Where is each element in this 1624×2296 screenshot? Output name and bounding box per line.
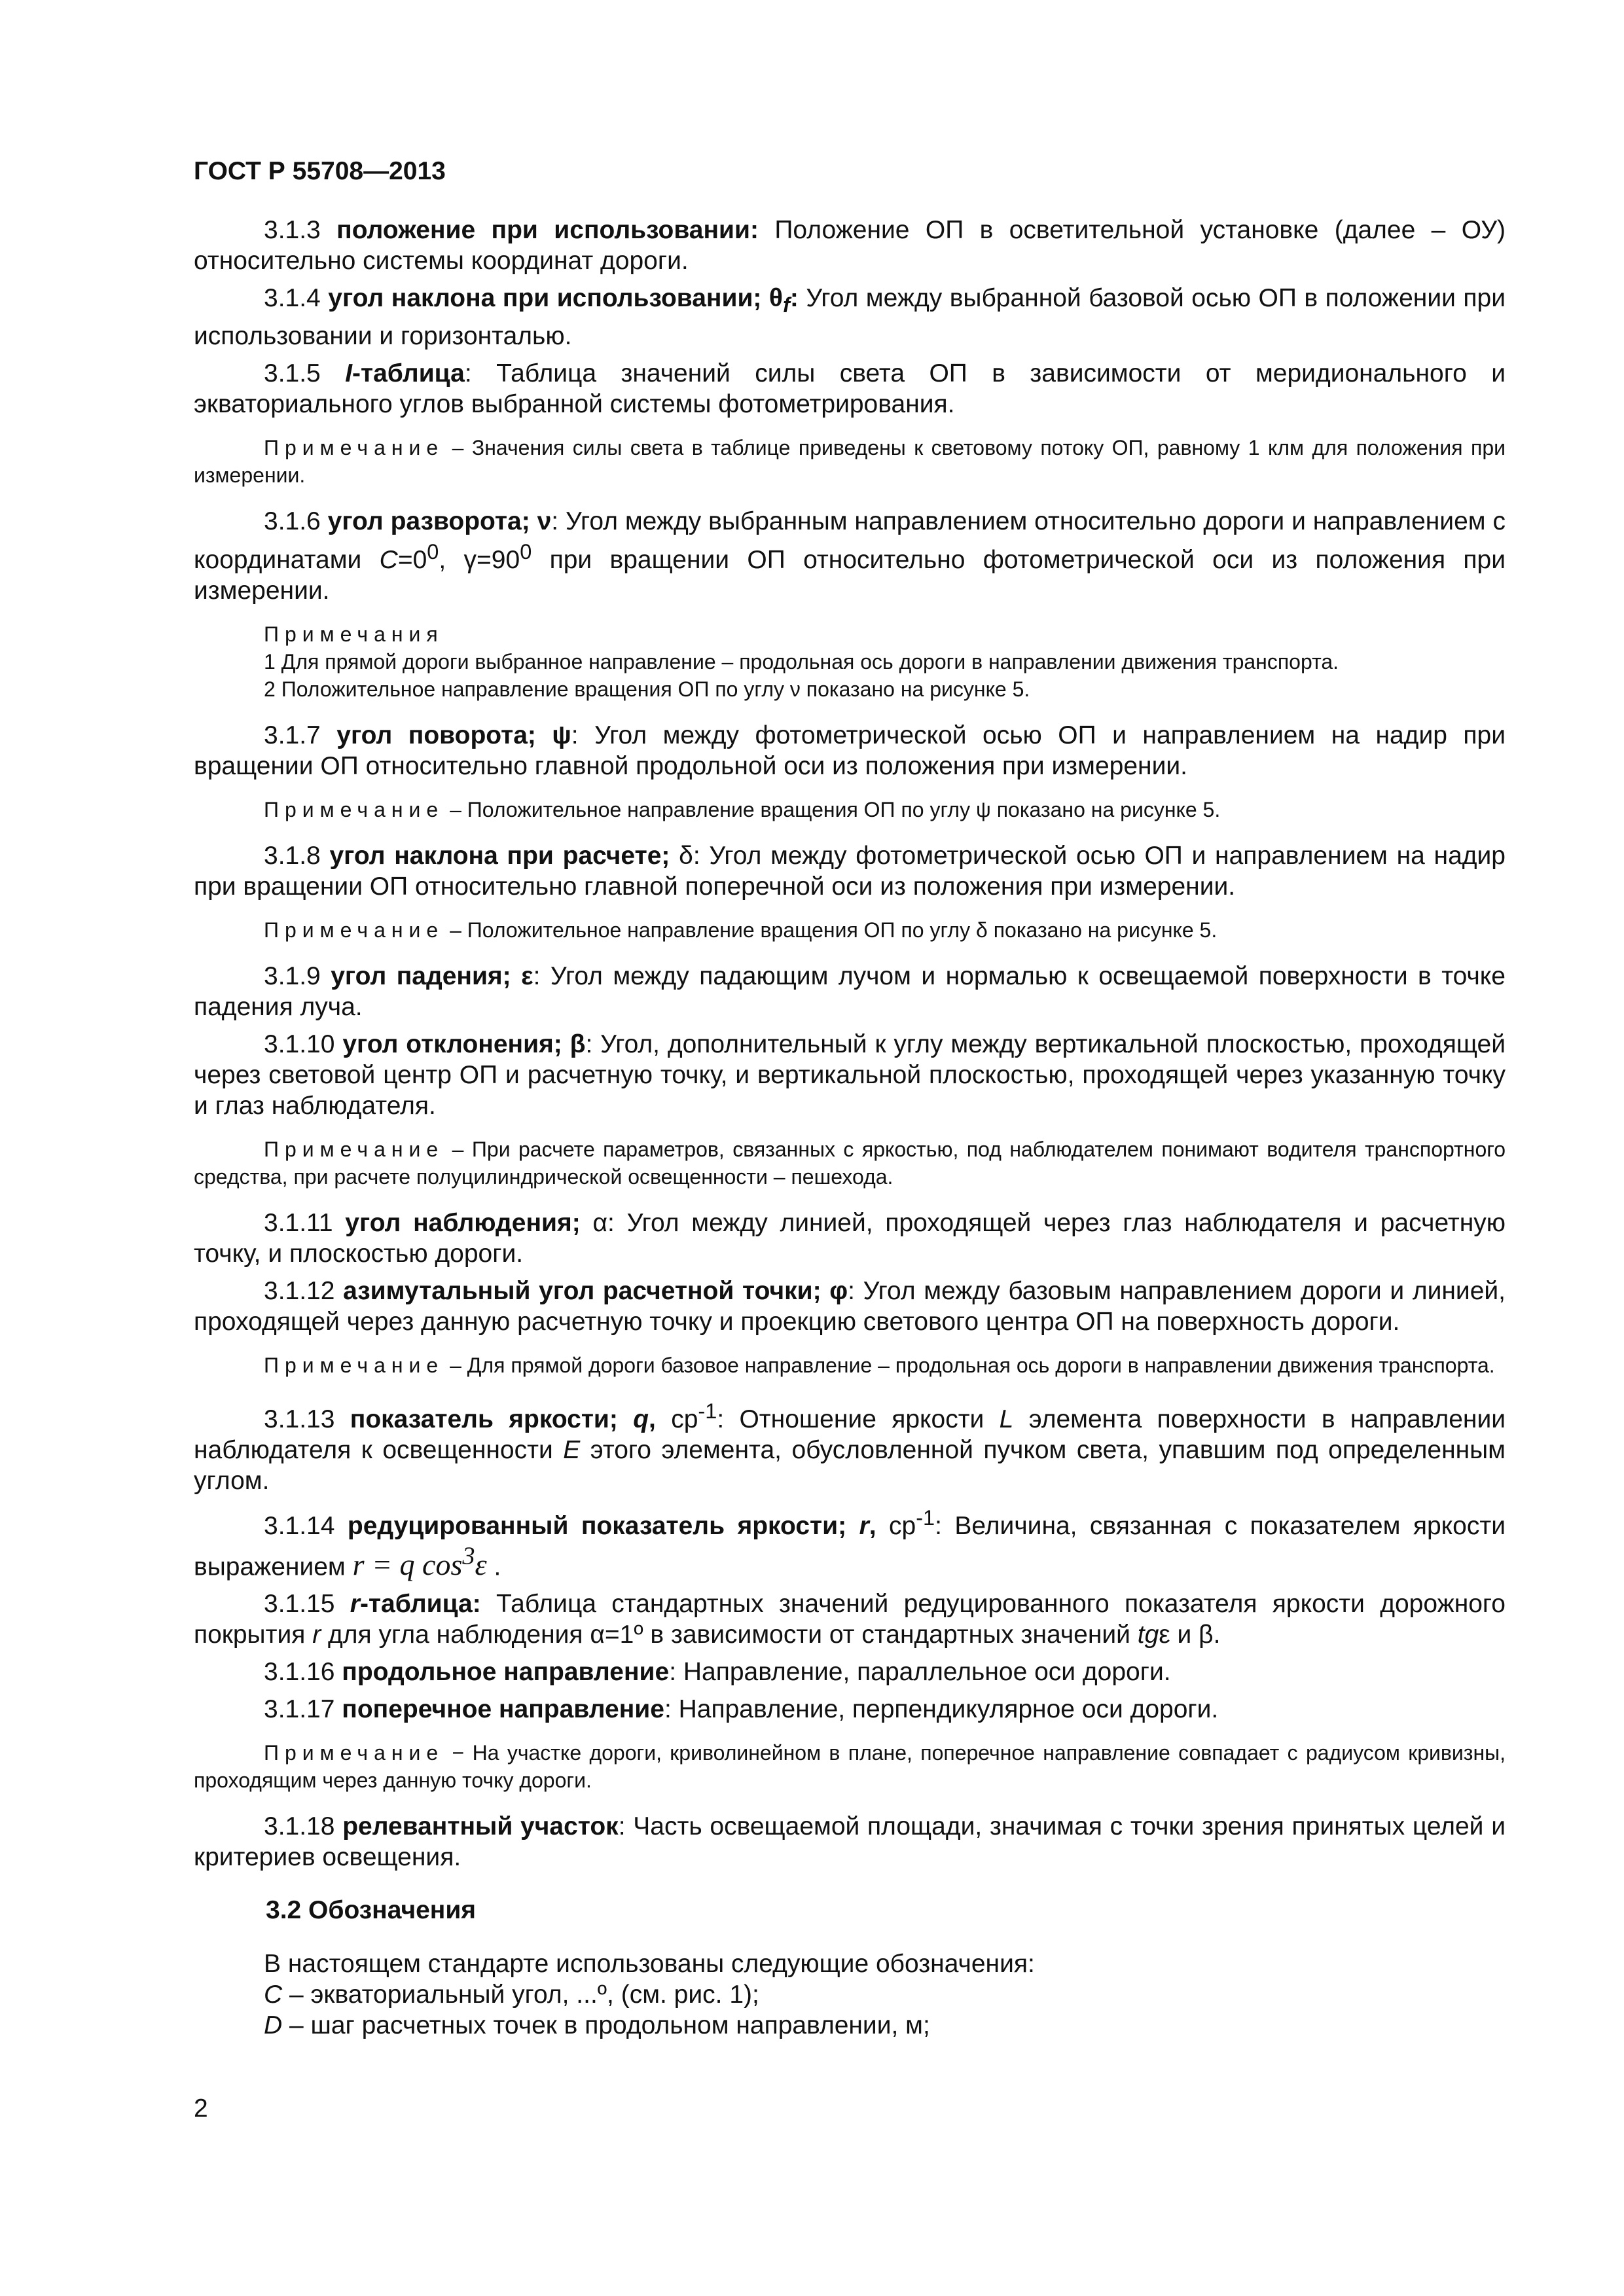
- item-3-1-11: 3.1.11 угол наблюдения; α: Угол между линией, проходящей через глаз наблюдателя и расчетную точку, и плоскостью дороги.: [194, 1208, 1506, 1268]
- item-3-1-15: 3.1.15 r-таблица: Таблица стандартных значений редуцированного показателя яркости дорожного покрытия r для угла наблюдения α=1º в зависимости от стандартных значений tgε и β.: [194, 1590, 1506, 1649]
- item-3-1-14: 3.1.14 редуцированный показатель яркости; r, $ср^{-1}$: Величина, связанная с показателем яркости выражением r = q $\cos^3\varepsilon$ .: [194, 1505, 1506, 1582]
- item-3-1-17: 3.1.17 поперечное направление: Направление, перпендикулярное оси дороги.: [264, 1695, 1219, 1724]
- item-3-1-12: 3.1.12 азимутальный угол расчетной точки; φ: Угол между базовым направлением дороги и линией, проходящей через данную расчетную точку и проекцию светового центра ОП на поверхность дороги.: [194, 1276, 1506, 1336]
- section-3-2-intro: В настоящем стандарте использованы следующие обозначения:: [264, 1950, 1035, 1979]
- luminance-formula: r = q $\cos^3\varepsilon$: [352, 1542, 487, 1582]
- standard-header: ГОСТ Р 55708—2013: [194, 157, 446, 185]
- note-3-1-17: Примечание − На участке дороги, криволинейном в плане, поперечное направление совпадает с радиусом кривизны, проходящим через данную точку дороги.: [194, 1741, 1506, 1793]
- item-3-1-10: 3.1.10 угол отклонения; β: Угол, дополнительный к углу между вертикальной плоскостью, проходящей через световой центр ОП и расчетную точку, и вертикальной плоскостью, проходящей через указанную точку и глаз наблюдателя.: [194, 1030, 1506, 1120]
- note-3-1-10: Примечание – При расчете параметров, связанных с яркостью, под наблюдателем понимают водителя транспортного средства, при расчете полуцилиндрической освещенности – пешехода.: [194, 1137, 1506, 1189]
- item-3-1-18: 3.1.18 релевантный участок: Часть освещаемой площади, значимая с точки зрения принятых целей и критериев освещения.: [194, 1812, 1506, 1872]
- item-3-1-9: 3.1.9 угол падения; ε: Угол между падающим лучом и нормалью к освещаемой поверхности в точке падения луча.: [194, 961, 1506, 1021]
- item-3-1-4: 3.1.4 угол наклона при использовании; $\theta_f$: Угол между выбранной базовой осью ОП в положении при использовании и горизонталью.: [194, 284, 1506, 350]
- item-3-1-6: 3.1.6 угол разворота; ν: Угол между выбранным направлением относительно дороги и направлением с координатами $C=0^0$, $\gamma=90^0$ при вращении ОП относительно фотометрической оси из положения при измерении.: [194, 507, 1506, 605]
- note-3-1-8: Примечание – Положительное направление вращения ОП по углу δ показано на рисунке 5.: [264, 918, 1218, 942]
- item-3-1-5: 3.1.5 I-таблица: Таблица значений силы света ОП в зависимости от меридионального и экваториального углов выбранной системы фотометрирования.: [194, 359, 1506, 418]
- item-3-1-7: 3.1.7 угол поворота; ψ: Угол между фотометрической осью ОП и направлением на надир при вращении ОП относительно главной продольной оси из положения при измерении.: [194, 721, 1506, 780]
- note-3-1-5: Примечание – Значения силы света в таблице приведены к световому потоку ОП, равному 1 клм для положения при измерении.: [194, 435, 1506, 487]
- note-3-1-6-2: 2 Положительное направление вращения ОП по углу ν показано на рисунке 5.: [264, 677, 1030, 701]
- symbol-c: C – экваториальный угол, ...º, (см. рис. 1);: [264, 1981, 759, 2009]
- note-3-1-7: Примечание – Положительное направление вращения ОП по углу ψ показано на рисунке 5.: [264, 797, 1221, 821]
- symbol-d: D – шаг расчетных точек в продольном направлении, м;: [264, 2011, 930, 2040]
- notes-heading-3-1-6: Примечания: [264, 622, 444, 646]
- item-3-1-8: 3.1.8 угол наклона при расчете; δ: Угол между фотометрической осью ОП и направлением на надир при вращении ОП относительно главной поперечной оси из положения при измерении.: [194, 841, 1506, 901]
- page-number: 2: [194, 2094, 208, 2123]
- section-3-2-title: 3.2 Обозначения: [266, 1896, 477, 1925]
- item-3-1-3: 3.1.3 положение при использовании: Положение ОП в осветительной установке (далее – ОУ) относительно системы координат дороги.: [194, 216, 1506, 275]
- item-3-1-16: 3.1.16 продольное направление: Направление, параллельное оси дороги.: [264, 1658, 1171, 1687]
- note-3-1-6-1: 1 Для прямой дороги выбранное направление – продольная ось дороги в направлении движения транспорта.: [264, 649, 1339, 673]
- item-3-1-13: 3.1.13 показатель яркости; q, $ср^{-1}$: Отношение яркости L элемента поверхности в направлении наблюдателя к освещенности E этого элемента, обусловленной пучком света, упавшим под определенным углом.: [194, 1399, 1506, 1495]
- note-3-1-12: Примечание – Для прямой дороги базовое направление – продольная ось дороги в направлении движения транспорта.: [264, 1353, 1495, 1377]
